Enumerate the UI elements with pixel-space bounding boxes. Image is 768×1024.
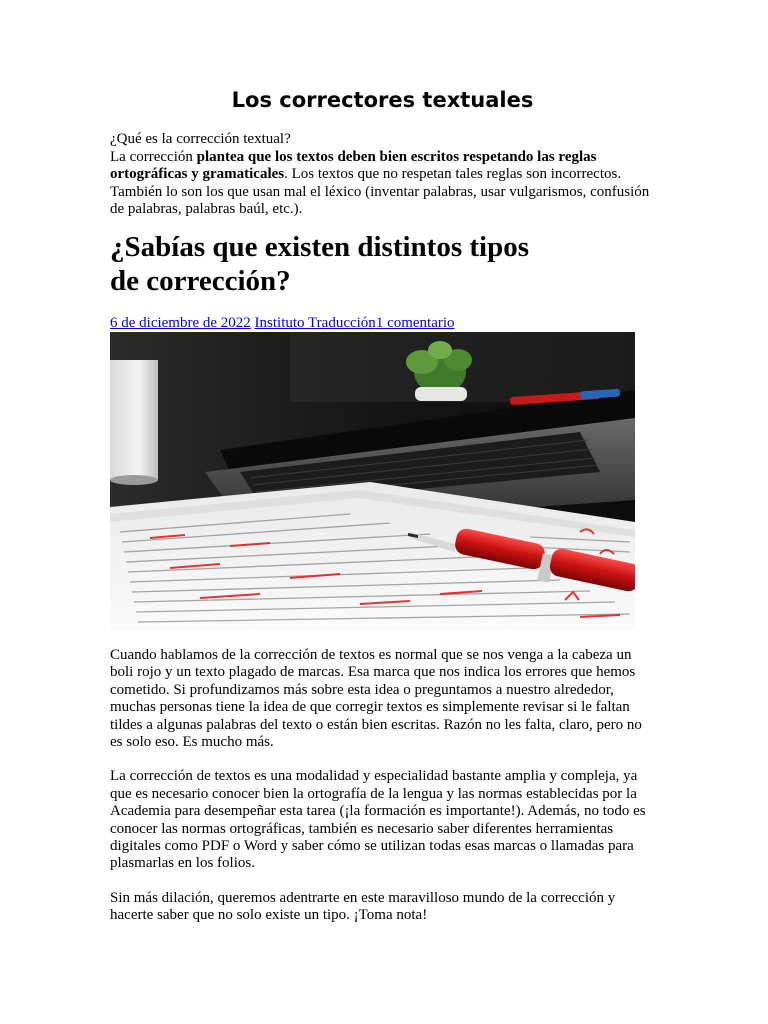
article-body <box>110 647 655 942</box>
intro-section <box>110 131 650 219</box>
document-title: Los correctores textuales <box>231 88 534 112</box>
article-heading-line2: de corrección? <box>110 265 291 297</box>
intro-text-start: La corrección <box>110 148 197 165</box>
mug-icon <box>110 360 158 485</box>
intro-paragraph <box>110 149 650 219</box>
body-paragraph: Sin más dilación, queremos adentrarte en este maravilloso mundo de la corrección y hacerte saber que no solo existe un tipo. ¡Toma nota! <box>110 889 616 924</box>
intro-text-bold: plantea que los textos deben bien escritos respetando las reglas ortográficas y gramaticales <box>110 148 597 182</box>
author-link[interactable]: Instituto Traducción <box>254 315 376 331</box>
body-paragraph: La corrección de textos es una modalidad y especialidad bastante amplia y compleja, ya que es necesario conocer bien la ortografía de la lengua y las normas establecidas por la Academia para desempeñar esta tarea (¡la formación es importante!). Además, no todo es conocer las normas ortográficas, también es necesario saber diferentes herramientas digitales como PDF o Word y saber cómo se utilizan todas esas marcas o llamadas para plasmarlas en los folios. <box>110 768 646 872</box>
intro-text-end: . Los textos que no respetan tales reglas son incorrectos. También lo son los que usan mal el léxico (inventar palabras, usar vulgarismos, confusión de palabras, palabras baúl, etc.). <box>110 166 650 217</box>
laptop-pen-photo <box>110 332 635 630</box>
article-heading-line1: ¿Sabías que existen distintos tipos <box>110 231 529 263</box>
comments-link[interactable]: 1 comentario <box>375 315 455 331</box>
body-paragraph: Cuando hablamos de la corrección de textos es normal que se nos venga a la cabeza un boli rojo y un texto plagado de marcas. Esa marca que nos indica los errores que hemos cometido. Si profundizamos más sobre esta idea o preguntamos a nuestro alrededor, muchas personas tiene la idea de que corregir textos es simplemente revisar si le faltan tildes a algunas palabras del texto o están bien escritas. Razón no les falta, claro, pero no es solo eso. Es mucho más. <box>110 647 642 751</box>
article-heading <box>110 230 650 298</box>
article-meta <box>110 314 650 332</box>
article-image <box>110 332 635 630</box>
intro-question: ¿Qué es la corrección textual? <box>110 131 291 147</box>
date-link[interactable]: 6 de diciembre de 2022 <box>110 315 251 331</box>
